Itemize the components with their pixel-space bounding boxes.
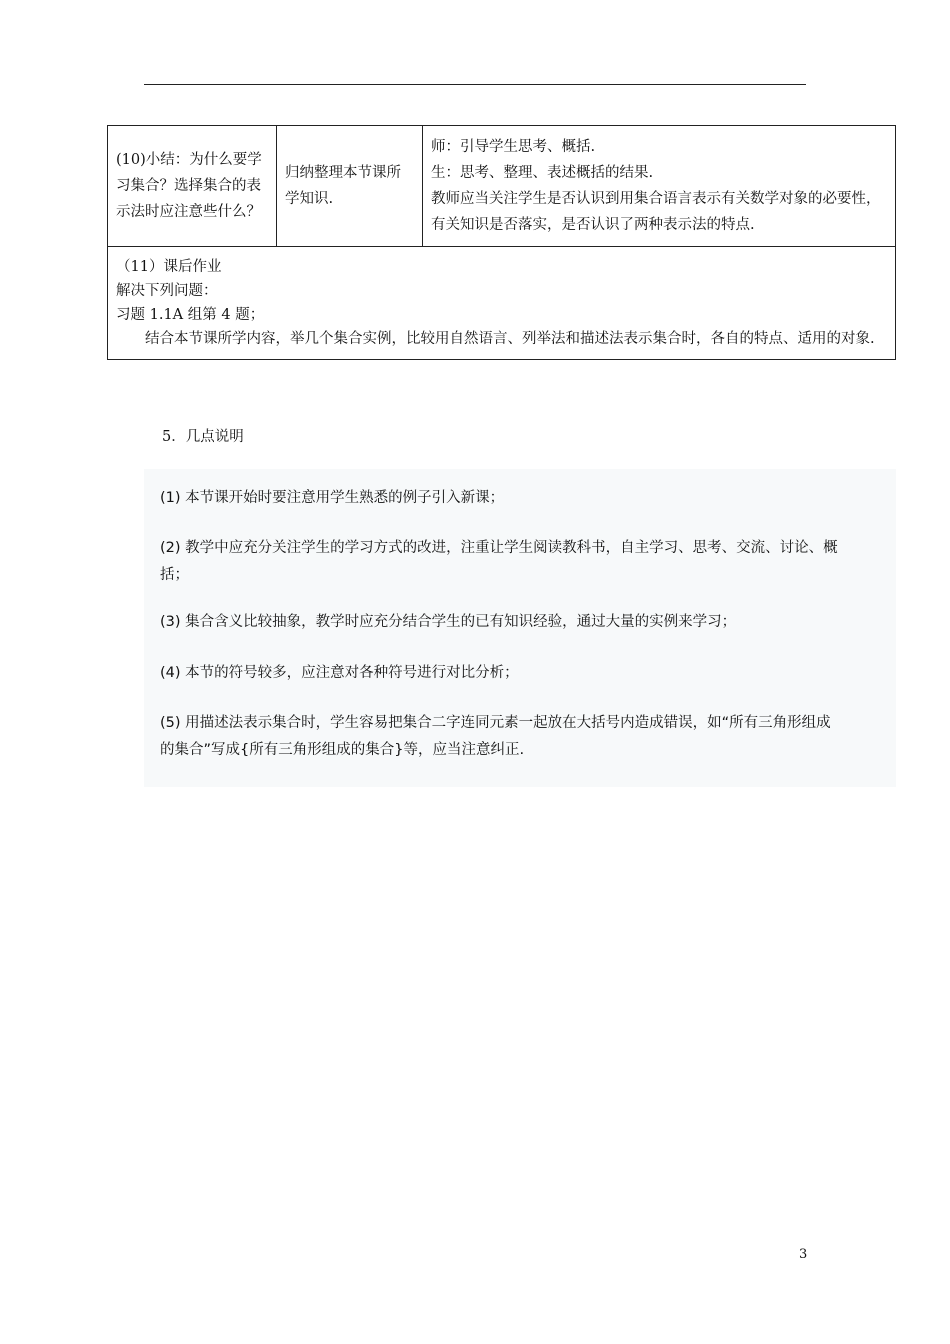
note-item: (5) 用描述法表示集合时，学生容易把集合二字连同元素一起放在大括号内造成错误，如“所有三角形组成的集合”写成{所有三角形组成的集合}等，应当注意纠正. xyxy=(160,715,831,758)
table-row xyxy=(108,247,896,360)
homework-line: 结合本节课所学内容，举几个集合实例，比较用自然语言、列举法和描述法表示集合时，各自的特点、适用的对象. xyxy=(145,331,875,347)
note-item: (4) 本节的符号较多，应注意对各种符号进行对比分析； xyxy=(160,665,519,681)
homework-cell xyxy=(108,247,896,360)
note-item: (2) 教学中应充分关注学生的学习方式的改进，注重让学生阅读教科书，自主学习、思考、交流、讨论、概括； xyxy=(160,540,838,583)
homework-line: 解决下列问题： xyxy=(116,283,218,299)
homework-title: （11）课后作业 xyxy=(116,259,222,275)
note-item: (3) 集合含义比较抽象，教学时应充分结合学生的已有知识经验，通过大量的实例来学习； xyxy=(160,614,737,630)
student-activity-text: 归纳整理本节课所学知识. xyxy=(285,165,401,207)
note-item: (1) 本节课开始时要注意用学生熟悉的例子引入新课； xyxy=(160,490,505,506)
teacher-note: 教师应当关注学生是否认识到用集合语言表示有关数学对象的必要性，有关知识是否落实，是否认识了两种表示法的特点. xyxy=(431,191,881,233)
homework-line: 习题 1.1A 组第 4 题； xyxy=(116,307,265,323)
notes-panel xyxy=(144,469,896,787)
page-number: 3 xyxy=(799,1247,808,1262)
table-row xyxy=(108,126,896,247)
step-text: (10)小结：为什么要学习集合？选择集合的表示法时应注意些什么？ xyxy=(116,152,262,220)
student-line: 生：思考、整理、表述概括的结果. xyxy=(431,165,654,181)
lesson-table xyxy=(107,125,896,360)
step-cell xyxy=(108,126,277,247)
section-heading: 5．几点说明 xyxy=(162,429,244,445)
teacher-line: 师：引导学生思考、概括. xyxy=(431,139,596,155)
header-rule xyxy=(144,84,806,85)
teacher-activity-cell xyxy=(423,126,896,247)
student-activity-cell xyxy=(277,126,423,247)
